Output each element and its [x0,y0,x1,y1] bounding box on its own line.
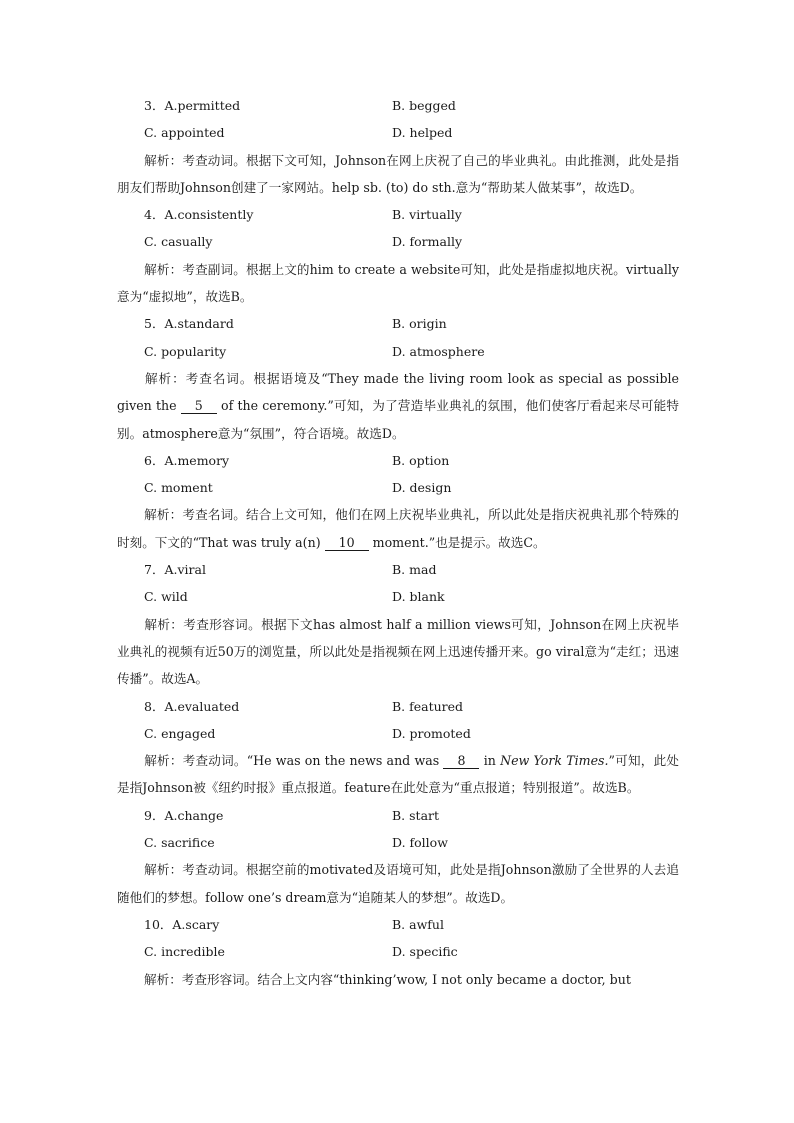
option-c: C. sacrifice [144,835,215,851]
option-c: C. casually [144,234,213,250]
option-c: C. wild [144,589,188,605]
option-d: D. specific [392,944,458,960]
option-b: B. start [392,807,440,823]
option-a: 8．A.evaluated [144,698,240,714]
option-b: B. origin [392,316,447,332]
option-d: D. design [392,480,452,496]
option-d: D. follow [392,835,448,851]
option-a: 5．A.standard [144,316,234,332]
option-a: 6．A.memory [144,452,230,468]
options-row [117,802,679,829]
answer-key [117,92,679,993]
options-row [117,911,679,938]
options-row [117,310,679,337]
answer-blank: 8 [443,753,479,769]
option-a: 7．A.viral [144,562,206,578]
explanation: 解析：考查动词。“He was on the news and was 8 in New York Times.”可知，此处是指Johnson被《纽约时报》重点报道。feature在此处意为“重点报道；特别报道”。故选B。 [117,753,679,796]
options-row [117,693,679,720]
option-d: D. helped [392,125,453,141]
options-row [117,938,679,965]
explanation: 解析：考查名词。结合上文可知，他们在网上庆祝毕业典礼，所以此处是指庆祝典礼那个特殊的时刻。下文的“That was truly a(n) 10 moment.”也是提示。故选C。 [117,507,679,550]
option-a: 9．A.change [144,807,224,823]
explanation: 解析：考查副词。根据上文的him to create a website可知，此处是指虚拟地庆祝。virtually意为“虚拟地”，故选B。 [117,261,679,305]
option-d: D. blank [392,589,445,605]
explanation: 解析：考查动词。根据空前的motivated及语境可知，此处是指Johnson激励了全世界的人去追随他们的梦想。follow one’s dream意为“追随某人的梦想”。故选D。 [117,862,679,905]
answer-blank: 10 [325,535,369,551]
option-b: B. mad [392,562,437,578]
option-b: B. begged [392,98,456,113]
option-b: B. option [392,452,450,468]
option-d: D. formally [392,234,463,250]
options-row [117,338,679,365]
option-c: C. popularity [144,343,227,359]
option-c: C. moment [144,480,213,496]
options-row [117,201,679,228]
option-b: B. featured [392,698,464,714]
option-a: 10．A.scary [144,916,220,932]
options-row [117,92,679,119]
option-a: 3．A.permitted [144,98,241,113]
options-row [117,119,679,146]
options-row [117,720,679,747]
options-row [117,829,679,856]
option-d: D. promoted [392,725,471,741]
newspaper-title: New York Times. [500,753,609,769]
option-b: B. awful [392,916,444,932]
option-c: C. engaged [144,725,216,741]
explanation: 解析：考查名词。根据语境及“They made the living room look as special as possible given the 5 of the ceremony.”可知，为了营造毕业典礼的氛围，他们使客厅看起来尽可能特别。atmosphere意为“氛围”，符合语境。故选D。 [117,370,679,441]
option-b: B. virtually [392,207,462,223]
option-d: D. atmosphere [392,343,485,359]
options-row [117,583,679,610]
option-c: C. incredible [144,944,225,960]
options-row [117,474,679,501]
options-row [117,447,679,474]
explanation: 解析：考查形容词。结合上文内容“thinking’wow, I not only became a doctor, but [144,971,631,987]
explanation: 解析：考查形容词。根据下文has almost half a million views可知，Johnson在网上庆祝毕业典礼的视频有近50万的浏览量，所以此处是指视频在网上迅速传播开来。go viral意为“走红；迅速传播”。故选A。 [117,616,679,687]
answer-blank: 5 [181,398,217,414]
option-c: C. appointed [144,125,225,141]
option-a: 4．A.consistently [144,207,254,223]
explanation: 解析：考查动词。根据下文可知，Johnson在网上庆祝了自己的毕业典礼。由此推测，此处是指朋友们帮助Johnson创建了一家网站。help sb. (to) do sth.意为“帮助某人做某事”，故选D。 [117,152,679,195]
options-row [117,556,679,583]
options-row [117,228,679,255]
